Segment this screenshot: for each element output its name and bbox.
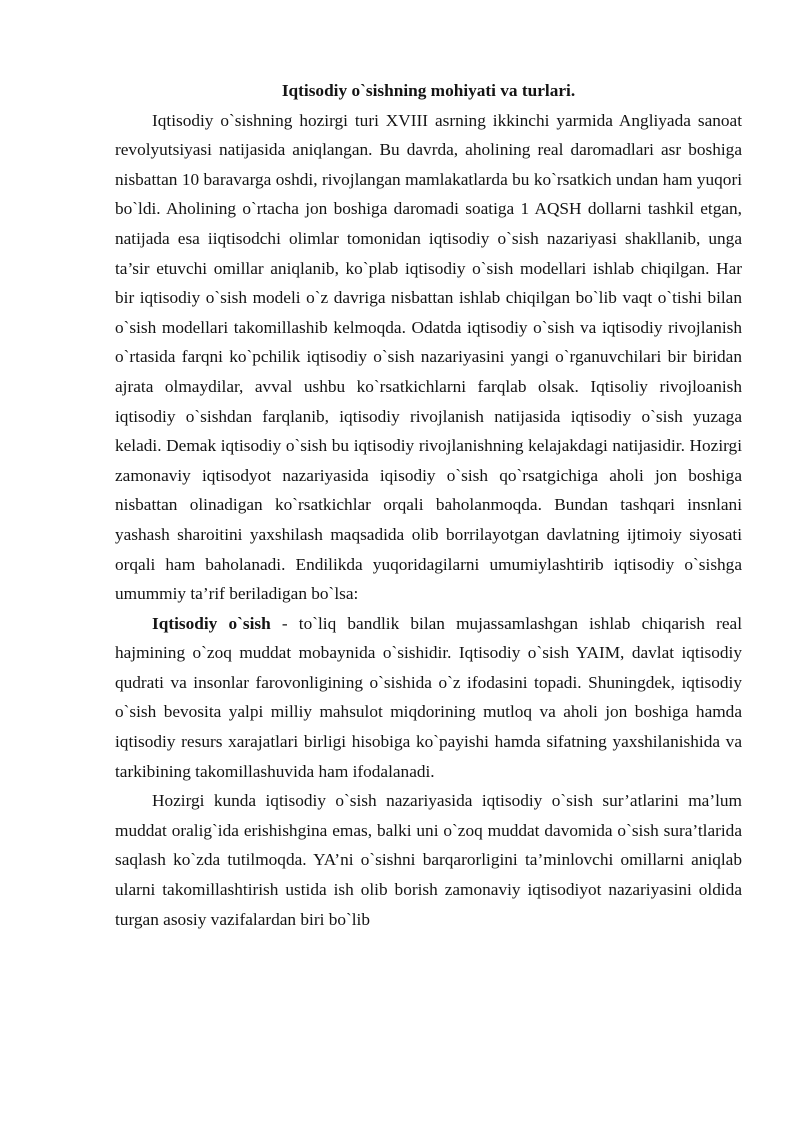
paragraph-3: Hozirgi kunda iqtisodiy o`sish nazariyasida iqtisodiy o`sish sur’atlarini ma’lum muddat oralig`ida erishishgina emas, balki uni o`zoq muddat davomida o`sish sura’tlarida saqlash ko`zda tutilmoqda. YA’ni o`sishni barqarorligini ta’minlovchi omillarni aniqlab ularni takomillashtirish ustida ish olib borish zamonaviy iqtisodiyot nazariyasini oldida turgan asosiy vazifalardan biri bo`lib: [115, 791, 742, 929]
document-page: [115, 76, 742, 934]
paragraph-2-body: - to`liq bandlik bilan mujassamlashgan ishlab chiqarish real hajmining o`zoq muddat mobaynida o`sishidir. Iqtisodiy o`sish YAIM, davlat iqtisodiy qudrati va insonlar farovonligining o`sishida o`z ifodasini topadi. Shuningdek, iqtisodiy o`sish bevosita yalpi milliy mahsulot miqdorining mutloq va aholi jon boshiga hamda iqtisodiy resurs xarajatlari birligi hisobiga ko`payishi hamda sifatning yaxshilanishida va tarkibining takomillashuvida ham ifodalanadi.: [115, 613, 743, 781]
document-title: Iqtisodiy o`sishning mohiyati va turlari.: [281, 81, 576, 100]
paragraph-1: Iqtisodiy o`sishning hozirgi turi XVIII asrning ikkinchi yarmida Angliyada sanoat revolyutsiyasi natijasida aniqlangan. Bu davrda, aholining real daromadlari asr boshiga nisbattan 10 baravarga oshdi, rivojlangan mamlakatlarda bu ko`rsatkich undan ham yuqori bo`ldi. Aholining o`rtacha jon boshiga daromadi soatiga 1 AQSH dollarni tashkil etgan, natijada esa iiqtisodchi olimlar tomonidan iqtisodiy o`sish nazariyasi shakllanib, unga ta’sir etuvchi omillar aniqlanib, ko`plab iqtisodiy o`sish modellari ishlab chiqilgan. Har bir iqtisodiy o`sish modeli o`z davriga nisbattan ishlab chiqilgan bo`lib vaqt o`tishi bilan o`sish modellari takomillashib kelmoqda. Odatda iqtisodiy o`sish va iqtisodiy rivojlanish o`rtasida farqni ko`pchilik iqtisodiy o`sish nazariyasini yangi o`rganuvchilari bir biridan ajrata olmaydilar, avval ushbu ko`rsatkichlarni farqlab olsak. Iqtisoliy rivojloanish iqtisodiy o`sishdan farqlanib, iqtisodiy rivojlanish natijasida iqtisodiy o`sish yuzaga keladi. Demak iqtisodiy o`sish bu iqtisodiy rivojlanishning kelajakdagi natijasidir. Hozirgi zamonaviy iqtisodyot nazariyasida iqisodiy o`sish qo`rsatgichiga aholi jon boshiga nisbattan olinadigan ko`rsatkichlar orqali baholanmoqda. Bundan tashqari insnlani yashash sharoitini yaxshilash maqsadida olib borrilayotgan davlatning ijtimoiy siyosati orqali ham baholanadi. Endilikda yuqoridagilarni umumiylashtirib iqtisodiy o`sishga umummiy ta’rif beriladigan bo`lsa:: [115, 110, 742, 604]
paragraph-2: [115, 609, 742, 787]
term-definition-heading: Iqtisodiy o`sish: [152, 613, 271, 633]
